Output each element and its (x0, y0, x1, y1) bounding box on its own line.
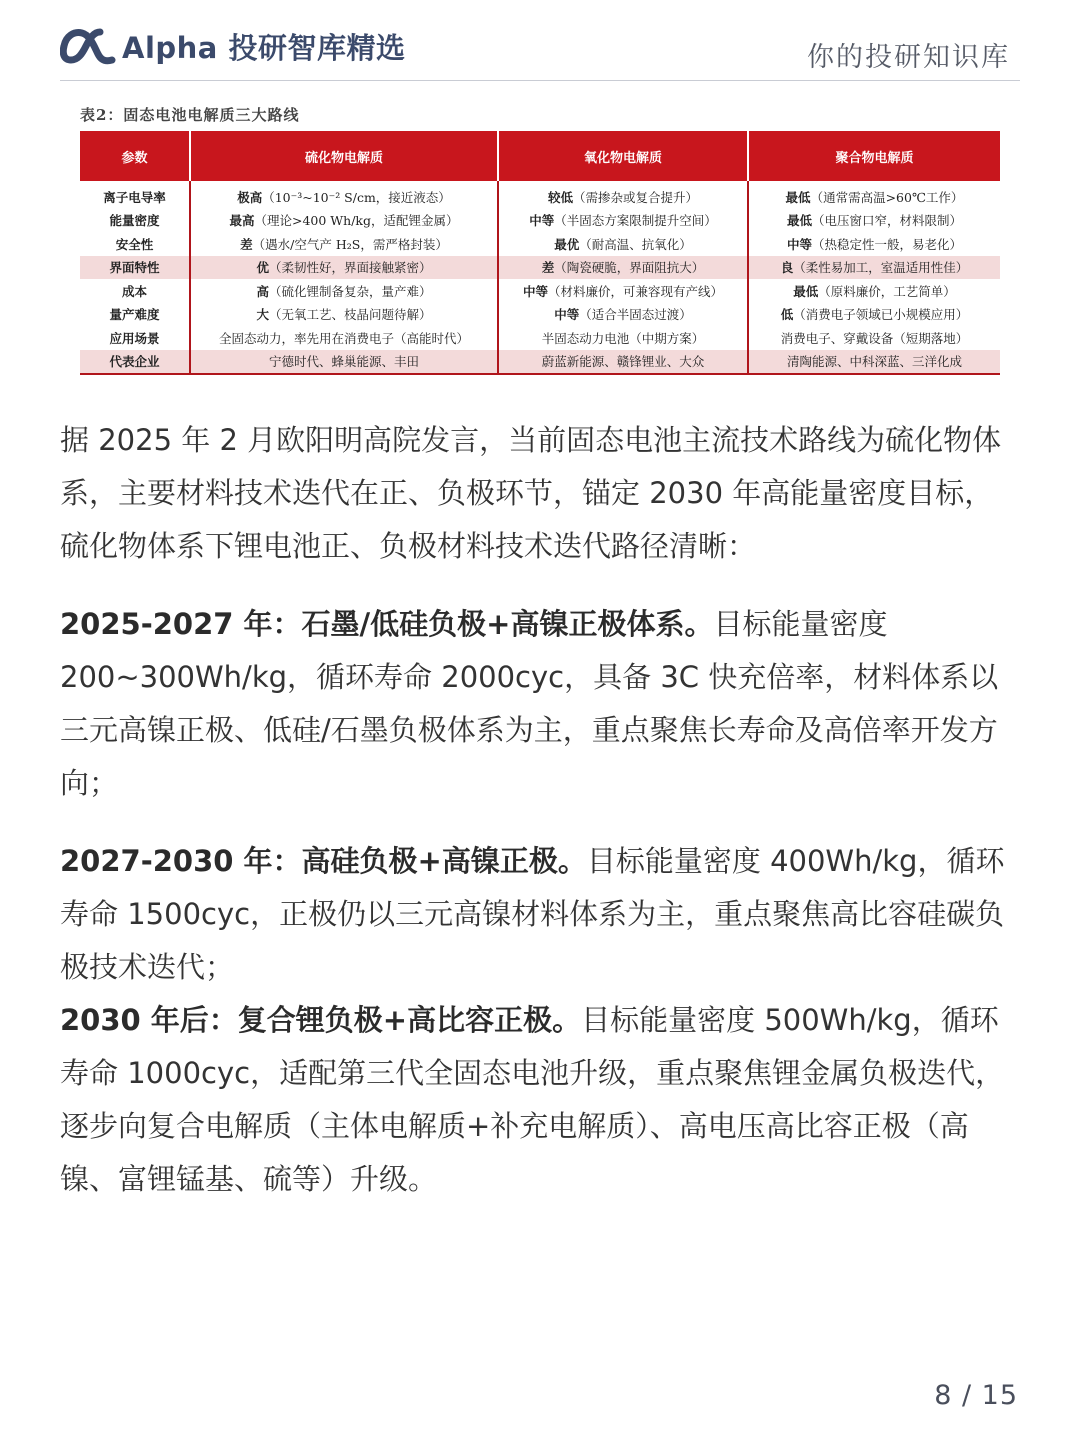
header-oxide: 氧化物电解质 (498, 131, 748, 181)
table-cell (498, 350, 748, 375)
cell-detail: 宁德时代、蜂巢能源、丰田 (268, 354, 419, 370)
cell-detail: （热稳定性一般，易老化） (812, 236, 963, 252)
cell-detail: （适合半固态过渡） (579, 307, 692, 323)
page-number: 8 / 15 (934, 1380, 1018, 1411)
table-cell (190, 326, 498, 350)
cell-detail: （通常需高温>60℃工作） (810, 189, 964, 205)
alpha-logo-icon (60, 24, 116, 68)
table-row (80, 303, 1000, 327)
cell-detail: （硫化锂制备复杂，量产难） (269, 283, 432, 299)
cell-level: 较低 (547, 189, 573, 205)
table-cell (748, 232, 1000, 256)
table-header-row (80, 131, 1000, 181)
table-cell (190, 350, 498, 375)
stage-title: 2027-2030 年：高硅负极+高镍正极。 (60, 844, 587, 878)
header-slogan: 你的投研知识库 (807, 42, 1010, 73)
electrolyte-table (80, 131, 1000, 375)
cell-detail: （材料廉价，可兼容现有产线） (548, 283, 724, 299)
row-param-label: 界面特性 (80, 256, 190, 280)
table-cell (190, 279, 498, 303)
table-cell (498, 232, 748, 256)
cell-level: 极高 (237, 189, 263, 205)
table-cell (748, 181, 1000, 209)
row-param-label: 量产难度 (109, 307, 160, 323)
cell-level: 最高 (229, 213, 255, 229)
stage-2025-2027 (60, 598, 1022, 810)
table-row (80, 232, 1000, 256)
brand-logo (60, 24, 405, 68)
table-cell (748, 326, 1000, 350)
cell-detail: （电压窗口窄，材料限制） (812, 213, 963, 229)
row-param-label: 成本 (121, 283, 147, 299)
cell-detail: （原料廉价，工艺简单） (818, 283, 956, 299)
cell-detail: （遇水/空气产 H₂S，需严格封装） (252, 236, 448, 252)
cell-level: 中等 (786, 236, 812, 252)
table-row (80, 279, 1000, 303)
cell-detail: （10⁻³~10⁻² S/cm，接近液态） (262, 189, 451, 205)
brand-name: Alpha 投研智库精选 (122, 30, 406, 65)
page-header (60, 18, 1020, 81)
cell-detail: （半固态方案限制提升空间） (554, 213, 717, 229)
cell-detail: 清陶能源、中科深蓝、三洋化成 (786, 354, 962, 370)
cell-detail: 全固态动力，率先用在消费电子（高能时代） (218, 330, 469, 346)
table-cell (748, 256, 1000, 280)
cell-detail: （耐高温、抗氧化） (579, 236, 692, 252)
row-param-label: 代表企业 (80, 350, 190, 375)
cell-detail: （消费电子领域已小规模应用） (793, 307, 969, 323)
table-cell (498, 209, 748, 233)
cell-level: 最低 (785, 189, 811, 205)
cell-level: 大 (256, 307, 269, 323)
table-row (80, 350, 1000, 375)
cell-level: 高 (256, 283, 269, 299)
cell-detail: 半固态动力电池（中期方案） (541, 330, 705, 346)
table-cell (748, 350, 1000, 375)
table-cell (498, 256, 748, 280)
article-body (60, 414, 1022, 1206)
cell-level: 差 (240, 236, 253, 252)
cell-detail: （柔韧性好，界面接触紧密） (269, 260, 432, 276)
stage-title: 2030 年后：复合锂负极+高比容正极。 (60, 1003, 582, 1037)
cell-detail: （无氧工艺、枝晶问题待解） (269, 307, 432, 323)
table-cell (498, 181, 748, 209)
table-row (80, 256, 1000, 280)
cell-level: 中等 (522, 283, 548, 299)
row-param-label: 离子电导率 (103, 189, 166, 205)
cell-level: 差 (541, 260, 555, 276)
table-cell (748, 209, 1000, 233)
row-param-label: 应用场景 (109, 330, 160, 346)
stage-text: 目标能量密度 400Wh/kg，循环寿命 1500cyc，正极仍以三元高镍材料体系为主，重点聚焦高比容硅碳负极技术迭代； (60, 844, 1005, 984)
cell-level: 中等 (529, 213, 555, 229)
header-sulfide: 硫化物电解质 (190, 131, 498, 181)
intro-paragraph: 据 2025 年 2 月欧阳明高院发言，当前固态电池主流技术路线为硫化物体系，主要材料技术迭代在正、负极环节，锚定 2030 年高能量密度目标，硫化物体系下锂电池正、负极材料技术迭代路径清晰： (60, 423, 1002, 563)
table-cell (190, 181, 498, 209)
table-row (80, 181, 1000, 209)
cell-level: 最低 (793, 283, 819, 299)
row-param-label: 安全性 (115, 236, 154, 252)
header-param: 参数 (80, 131, 190, 181)
cell-detail: （陶瓷硬脆，界面阻抗大） (554, 260, 705, 276)
cell-level: 最优 (554, 236, 580, 252)
cell-level: 良 (780, 260, 794, 276)
header-polymer: 聚合物电解质 (748, 131, 1000, 181)
stage-after-2030 (60, 994, 1022, 1206)
cell-level: 低 (780, 307, 794, 323)
table-cell (190, 232, 498, 256)
stage-text: 目标能量密度 500Wh/kg，循环寿命 1000cyc，适配第三代全固态电池升级，重点聚焦锂金属负极迭代，逐步向复合电解质（主体电解质+补充电解质）、高电压高比容正极（高镍、富锂锰基、硫等）升级。 (60, 1003, 1005, 1196)
table-cell (190, 256, 498, 280)
electrolyte-table-figure (80, 104, 1000, 375)
cell-level: 中等 (554, 307, 580, 323)
table-row (80, 209, 1000, 233)
cell-detail: （柔性易加工，室温适用性佳） (793, 260, 969, 276)
cell-detail: 蔚蓝新能源、赣锋锂业、大众 (541, 354, 705, 370)
stage-title: 2025-2027 年：石墨/低硅负极+高镍正极体系。 (60, 607, 714, 641)
table-cell (190, 303, 498, 327)
stage-text: 目标能量密度 200~300Wh/kg，循环寿命 2000cyc，具备 3C 快充倍率，材料体系以三元高镍正极、低硅/石墨负极体系为主，重点聚焦长寿命及高倍率开发方向； (60, 607, 999, 800)
table-cell (498, 303, 748, 327)
stage-2027-2030 (60, 835, 1022, 994)
table-cell (498, 279, 748, 303)
cell-detail: （需掺杂或复合提升） (573, 189, 699, 205)
cell-detail: 消费电子、穿戴设备（短期落地） (780, 330, 969, 346)
cell-level: 最低 (786, 213, 812, 229)
table-cell (498, 326, 748, 350)
cell-detail: （理论>400 Wh/kg，适配锂金属） (254, 213, 459, 229)
table-cell (748, 279, 1000, 303)
cell-level: 优 (256, 260, 269, 276)
table-cell (748, 303, 1000, 327)
table-cell (190, 209, 498, 233)
row-param-label: 能量密度 (109, 213, 160, 229)
table-row (80, 326, 1000, 350)
table-caption: 表2：固态电池电解质三大路线 (80, 106, 300, 124)
